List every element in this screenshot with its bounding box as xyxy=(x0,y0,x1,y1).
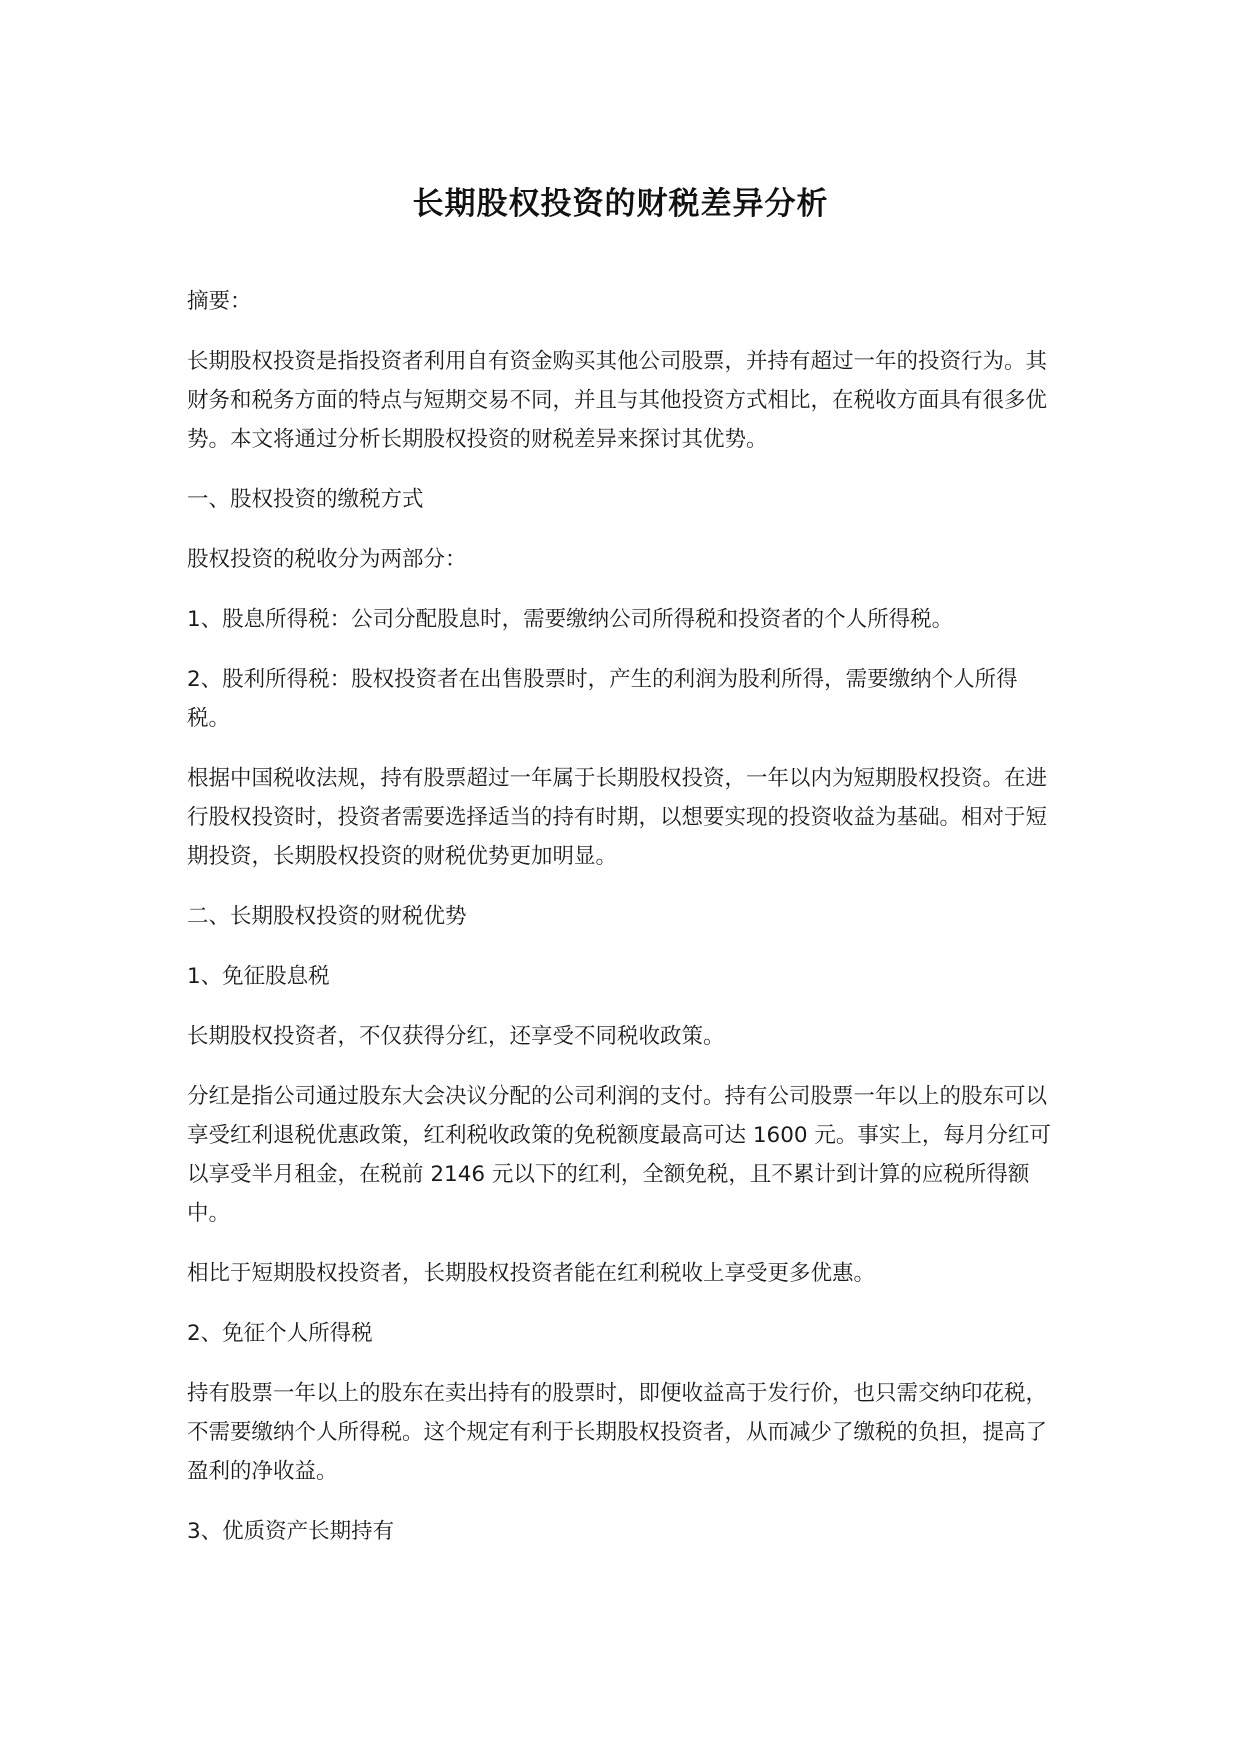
section-heading-2: 二、长期股权投资的财税优势 xyxy=(187,904,467,929)
abstract-paragraph: 长期股权投资是指投资者利用自有资金购买其他公司股票，并持有超过一年的投资行为。其财务和税务方面的特点与短期交易不同，并且与其他投资方式相比，在税收方面具有很多优势。本文将通过分析长期股权投资的财税差异来探讨其优势。 xyxy=(187,349,1048,452)
paragraph: 分红是指公司通过股东大会决议分配的公司利润的支付。持有公司股票一年以上的股东可以享受红利退税优惠政策，红利税收政策的免税额度最高可达 1600 元。事实上，每月分红可以享受半月租金，在税前 2146 元以下的红利，全额免税，且不累计到计算的应税所得额中。 xyxy=(187,1084,1051,1226)
subsection-heading: 1、免征股息税 xyxy=(187,964,330,989)
paragraph: 相比于短期股权投资者，长期股权投资者能在红利税收上享受更多优惠。 xyxy=(187,1261,876,1286)
section-heading-1: 一、股权投资的缴税方式 xyxy=(187,487,424,512)
subsection-heading: 2、免征个人所得税 xyxy=(187,1321,373,1346)
paragraph: 股权投资的税收分为两部分： xyxy=(187,547,467,572)
paragraph: 持有股票一年以上的股东在卖出持有的股票时，即便收益高于发行价，也只需交纳印花税，不需要缴纳个人所得税。这个规定有利于长期股权投资者，从而减少了缴税的负担，提高了盈利的净收益。 xyxy=(187,1381,1048,1484)
abstract-label: 摘要： xyxy=(187,289,252,314)
paragraph: 根据中国税收法规，持有股票超过一年属于长期股权投资，一年以内为短期股权投资。在进行股权投资时，投资者需要选择适当的持有时期，以想要实现的投资收益为基础。相对于短期投资，长期股权投资的财税优势更加明显。 xyxy=(187,766,1048,869)
list-item: 1、股息所得税：公司分配股息时，需要缴纳公司所得税和投资者的个人所得税。 xyxy=(187,607,954,632)
list-item: 2、股利所得税：股权投资者在出售股票时，产生的利润为股利所得，需要缴纳个人所得税。 xyxy=(187,667,1018,731)
paragraph: 长期股权投资者，不仅获得分红，还享受不同税收政策。 xyxy=(187,1024,725,1049)
document-body xyxy=(187,282,1057,1572)
subsection-heading: 3、优质资产长期持有 xyxy=(187,1519,395,1544)
document-title: 长期股权投资的财税差异分析 xyxy=(412,186,829,222)
